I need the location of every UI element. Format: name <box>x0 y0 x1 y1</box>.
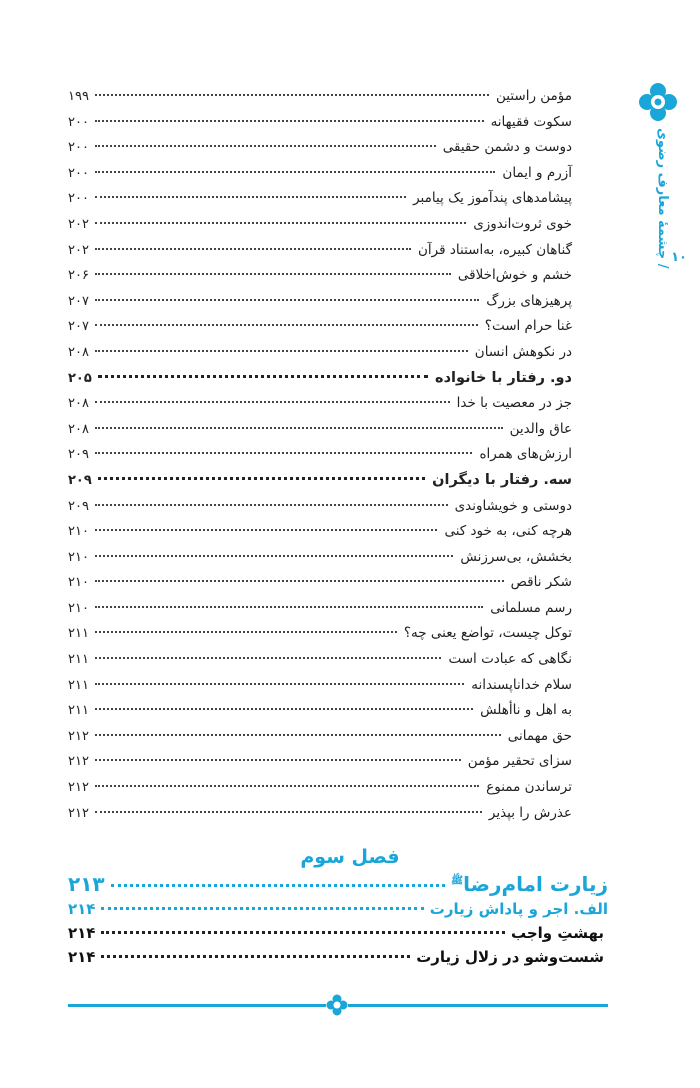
toc-entry[interactable] <box>68 267 572 293</box>
leader-dots <box>95 606 483 608</box>
toc-entry-page: ۲۰۰ <box>68 191 89 207</box>
table-of-contents <box>68 88 572 830</box>
toc-entry[interactable] <box>68 344 572 370</box>
leader-dots <box>95 555 453 557</box>
toc-entry[interactable] <box>68 446 572 472</box>
toc-entry-title: خشم و خوش‌اخلاقی <box>457 267 572 284</box>
toc-entry-page: ۲۱۱ <box>68 677 89 693</box>
toc-entry-title: شست‌وشو در زلال زیارت <box>416 948 604 966</box>
leader-dots <box>101 955 410 958</box>
leader-dots <box>95 273 451 275</box>
honorific-glyph: ﷺ <box>451 875 464 887</box>
toc-entry-title: در نکوهش انسان <box>474 343 572 360</box>
toc-entry-page: ۲۰۷ <box>68 319 89 335</box>
leader-dots <box>95 145 436 147</box>
toc-entry-page: ۲۰۶ <box>68 268 89 284</box>
toc-entry-title: پرهیزهای بزرگ <box>486 292 572 309</box>
toc-entry-page: ۲۱۲ <box>68 754 89 770</box>
toc-entry[interactable] <box>68 600 572 626</box>
toc-entry-page: ۲۱۲ <box>68 780 89 796</box>
leader-dots <box>95 196 406 198</box>
leader-dots <box>95 248 411 250</box>
toc-entry[interactable] <box>68 165 572 191</box>
toc-entry[interactable] <box>68 753 572 779</box>
toc-entry-page: ۲۱۴ <box>68 924 96 942</box>
toc-entry[interactable] <box>68 498 572 524</box>
toc-entry-title: پیشامدهای پندآموز یک پیامبر <box>413 190 572 207</box>
leader-dots <box>95 734 501 736</box>
leader-dots <box>95 580 504 582</box>
toc-entry-page: ۲۰۷ <box>68 293 89 309</box>
chapter-toc <box>68 872 608 972</box>
toc-entry-page: ۲۰۸ <box>68 344 89 360</box>
leader-dots <box>111 884 445 887</box>
toc-entry-page: ۲۰۰ <box>68 165 89 181</box>
toc-entry-page: ۲۰۰ <box>68 140 89 156</box>
toc-entry-title: به اهل و ناأهلش <box>480 702 572 719</box>
toc-entry-title: عاق والدین <box>509 420 572 437</box>
toc-entry-page: ۲۱۰ <box>68 549 89 565</box>
toc-main-page: ۲۱۳ <box>68 872 105 896</box>
toc-entry[interactable] <box>68 651 572 677</box>
toc-entry-page: ۲۰۹ <box>68 472 92 488</box>
toc-entry[interactable] <box>68 242 572 268</box>
toc-entry-page: ۲۰۸ <box>68 396 89 412</box>
floral-emblem-icon <box>638 82 678 122</box>
leader-dots <box>95 504 448 506</box>
toc-entry-title: عذرش را بپذیر <box>488 804 572 821</box>
toc-sub-title: الف. اجر و پاداش زیارت <box>429 900 608 918</box>
toc-entry-title: گناهان کبیره، به‌استناد قرآن <box>418 241 572 258</box>
toc-entry-title: دو. رفتار با خانواده <box>435 369 572 386</box>
leader-dots <box>95 785 479 787</box>
leader-dots <box>95 708 473 710</box>
toc-entry-page: ۱۹۹ <box>68 89 89 104</box>
leader-dots <box>95 299 479 301</box>
leader-dots <box>95 171 495 173</box>
leader-dots <box>95 811 482 813</box>
toc-entry-page: ۲۱۰ <box>68 524 89 540</box>
toc-entry-title: مؤمن راستین <box>495 88 572 104</box>
leader-dots <box>95 631 397 633</box>
toc-entry-page: ۲۰۸ <box>68 421 89 437</box>
toc-entry[interactable] <box>68 702 572 728</box>
side-header <box>638 82 678 272</box>
toc-entry-title: رسم مسلمانی <box>490 599 572 616</box>
leader-dots <box>95 324 478 326</box>
page-number: ۱۰ <box>671 250 687 265</box>
leader-dots <box>95 452 472 454</box>
toc-entry-title: نگاهی که عبادت است <box>448 651 572 668</box>
toc-entry-title: سزای تحقیر مؤمن <box>467 753 572 770</box>
toc-entry-page: ۲۱۲ <box>68 728 89 744</box>
toc-entry[interactable] <box>68 924 608 948</box>
toc-entry-page: ۲۰۰ <box>68 114 89 130</box>
toc-entry-page: ۲۱۰ <box>68 600 89 616</box>
toc-entry[interactable] <box>68 948 608 972</box>
toc-entry[interactable] <box>68 216 572 242</box>
leader-dots <box>95 401 450 403</box>
chapter-heading: فصل سوم <box>300 846 400 868</box>
toc-entry-title: دوست و دشمن حقیقی <box>442 139 572 156</box>
toc-entry-title: سکوت فقیهانه <box>490 113 572 130</box>
toc-entry-title: سلام خداناپسندانه <box>471 676 572 693</box>
leader-dots <box>95 657 442 659</box>
toc-entry-title: خوی ثروت‌اندوزی <box>473 215 572 232</box>
toc-entry-title: حق مهمانی <box>507 727 572 744</box>
quatrefoil-ornament-icon <box>326 994 348 1016</box>
toc-entry-page: ۲۰۹ <box>68 498 89 514</box>
toc-entry-title: آزرم و ایمان <box>502 164 572 181</box>
toc-entry-page: ۲۰۲ <box>68 242 89 258</box>
leader-dots <box>95 427 503 429</box>
toc-entry-page: ۲۱۱ <box>68 626 89 642</box>
running-book-title: چشمهٔ معارف رضوی / <box>655 128 670 269</box>
toc-entry[interactable] <box>68 677 572 703</box>
toc-entry[interactable] <box>68 549 572 575</box>
toc-entry-title: سه. رفتار با دیگران <box>432 471 572 488</box>
toc-entry[interactable] <box>68 139 572 165</box>
toc-entry-title: جز در معصیت با خدا <box>456 395 572 412</box>
leader-dots <box>95 120 484 122</box>
leader-dots <box>101 931 504 934</box>
leader-dots <box>95 222 466 224</box>
toc-entry-page: ۲۰۹ <box>68 447 89 463</box>
leader-dots <box>95 529 438 531</box>
toc-entry[interactable] <box>68 88 572 114</box>
leader-dots <box>95 350 468 352</box>
toc-main-title-text: زیارت امام‌رضا <box>463 872 608 896</box>
toc-entry[interactable] <box>68 574 572 600</box>
toc-entry-page: ۲۱۱ <box>68 703 89 719</box>
toc-sub-entry[interactable] <box>68 900 608 924</box>
toc-entry[interactable] <box>68 625 572 651</box>
toc-entry[interactable] <box>68 293 572 319</box>
leader-dots <box>101 907 423 910</box>
toc-main-entry[interactable] <box>68 872 608 900</box>
toc-entry[interactable] <box>68 779 572 805</box>
toc-entry-page: ۲۱۱ <box>68 652 89 668</box>
toc-entry[interactable] <box>68 114 572 140</box>
leader-dots <box>95 94 489 96</box>
toc-entry-title: ارزش‌های همراه <box>479 446 572 463</box>
toc-section-entry[interactable] <box>68 370 572 396</box>
toc-entry-page: ۲۰۲ <box>68 216 89 232</box>
leader-dots <box>95 759 461 761</box>
leader-dots <box>98 477 425 480</box>
toc-entry-page: ۲۱۴ <box>68 948 96 966</box>
leader-dots <box>98 375 428 378</box>
toc-entry[interactable] <box>68 318 572 344</box>
toc-entry[interactable] <box>68 421 572 447</box>
toc-entry[interactable] <box>68 728 572 754</box>
toc-entry[interactable] <box>68 523 572 549</box>
toc-entry-title: غنا حرام است؟ <box>484 318 572 335</box>
toc-entry-title: هرچه کنی، به خود کنی <box>444 523 572 540</box>
toc-entry-page: ۲۰۵ <box>68 370 92 386</box>
toc-main-title <box>451 872 608 896</box>
toc-entry-title: شکر ناقص <box>510 574 572 591</box>
toc-entry[interactable] <box>68 395 572 421</box>
toc-entry-title: بخشش، بی‌سرزنش <box>460 548 572 565</box>
toc-entry[interactable] <box>68 805 572 831</box>
toc-section-entry[interactable] <box>68 472 572 498</box>
toc-sub-page: ۲۱۴ <box>68 900 96 918</box>
toc-entry-page: ۲۱۲ <box>68 805 89 821</box>
leader-dots <box>95 683 464 685</box>
toc-entry-title: ترساندن ممنوع <box>486 779 572 796</box>
toc-entry-page: ۲۱۰ <box>68 575 89 591</box>
toc-entry-title: بهشتِ واجب <box>510 924 604 942</box>
toc-entry-title: توکل چیست، تواضع یعنی چه؟ <box>403 625 572 642</box>
toc-entry-title: دوستی و خویشاوندی <box>454 497 572 514</box>
toc-entry[interactable] <box>68 190 572 216</box>
